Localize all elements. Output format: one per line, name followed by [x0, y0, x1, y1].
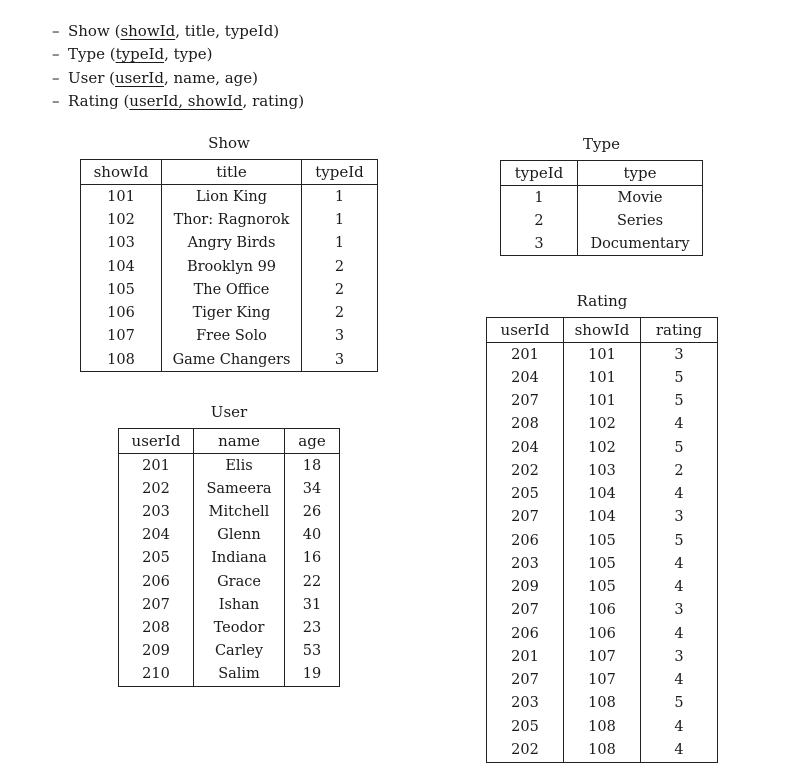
- schema-list: [52, 20, 304, 113]
- table-caption: Show: [208, 134, 250, 152]
- column-header: title: [162, 160, 302, 185]
- table-cell: 2: [641, 459, 718, 482]
- table-cell: 1: [302, 208, 378, 231]
- schema-relation-name: Rating: [68, 91, 119, 110]
- table-cell: 210: [142, 666, 170, 683]
- table-row: [487, 529, 718, 552]
- table-cell: Documentary: [578, 232, 703, 256]
- table-cell: 4: [641, 738, 718, 762]
- table-cell: 4: [641, 576, 718, 599]
- table-cell: 4: [641, 483, 718, 506]
- table-cell: 31: [285, 593, 340, 616]
- table-cell: 1: [302, 232, 378, 255]
- table-cell: 207: [511, 509, 539, 526]
- table-cell: Elis: [194, 454, 285, 478]
- table-cell: 104: [107, 258, 135, 275]
- table-cell: Mitchell: [194, 500, 285, 523]
- table-cell: 101: [564, 366, 641, 389]
- table-cell: 4: [641, 552, 718, 575]
- table-cell: 202: [142, 480, 170, 497]
- table-cell: 106: [107, 305, 135, 322]
- table-row: [487, 390, 718, 413]
- table-cell: 202: [511, 741, 539, 758]
- table-row: [81, 255, 378, 278]
- table-cell: 209: [511, 579, 539, 596]
- column-header: age: [285, 429, 340, 454]
- schema-attributes: , rating): [242, 91, 305, 110]
- schema-primary-key: typeId: [115, 45, 165, 64]
- table-row: [119, 593, 340, 616]
- table-cell: 3: [641, 645, 718, 668]
- table-row: [487, 669, 718, 692]
- table-cell: 103: [107, 235, 135, 252]
- table-row: [487, 622, 718, 645]
- table-cell: 34: [285, 477, 340, 500]
- table-cell: 3: [641, 599, 718, 622]
- table-cell: Glenn: [194, 524, 285, 547]
- table-cell: 4: [641, 413, 718, 436]
- table-cell: 201: [511, 648, 539, 665]
- table-cell: 108: [564, 738, 641, 762]
- table-cell: 105: [564, 529, 641, 552]
- schema-primary-key: showId: [120, 22, 176, 40]
- table-cell: Indiana: [194, 547, 285, 570]
- table-cell: 101: [564, 343, 641, 367]
- column-header: userId: [487, 318, 564, 343]
- table-cell: 5: [641, 692, 718, 715]
- table-cell: 107: [564, 645, 641, 668]
- table-cell: 206: [142, 573, 170, 590]
- table-cell: 101: [564, 390, 641, 413]
- table-cell: 203: [142, 503, 170, 520]
- table-cell: Ishan: [194, 593, 285, 616]
- table-cell: 107: [107, 328, 135, 345]
- table-row: [119, 524, 340, 547]
- table-cell: 105: [564, 552, 641, 575]
- table-cell: 208: [511, 416, 539, 433]
- table-cell: Thor: Ragnorok: [162, 208, 302, 231]
- schema-attributes: , name, age): [163, 68, 259, 87]
- table-cell: 5: [641, 529, 718, 552]
- table-cell: 105: [564, 576, 641, 599]
- table-row: [119, 616, 340, 639]
- schema-relation-name: Show: [68, 22, 110, 40]
- table-cell: 204: [142, 527, 170, 544]
- table-row: [487, 738, 718, 762]
- table-cell: 106: [564, 599, 641, 622]
- table-cell: 3: [534, 235, 544, 252]
- rating-table-block: [486, 291, 718, 763]
- table-cell: 4: [641, 669, 718, 692]
- table-cell: 102: [564, 436, 641, 459]
- table-row: [487, 413, 718, 436]
- table-row: [501, 209, 703, 232]
- table-cell: 204: [511, 369, 539, 386]
- table-row: [487, 552, 718, 575]
- table-row: [81, 278, 378, 301]
- rating-table: [486, 317, 718, 763]
- table-cell: Teodor: [194, 616, 285, 639]
- column-header: typeId: [302, 160, 378, 185]
- table-cell: 207: [511, 672, 539, 689]
- table-cell: 204: [511, 439, 539, 456]
- column-header: typeId: [501, 161, 578, 186]
- header-row: [119, 429, 340, 454]
- column-header: showId: [81, 160, 162, 185]
- table-cell: 3: [641, 506, 718, 529]
- table-caption: User: [210, 403, 248, 421]
- table-cell: 207: [142, 596, 170, 613]
- column-header: showId: [564, 318, 641, 343]
- header-row: [81, 160, 378, 185]
- schema-primary-key: userId, showId: [129, 91, 243, 110]
- table-cell: 205: [142, 550, 170, 567]
- table-caption: Rating: [576, 292, 628, 310]
- table-row: [81, 325, 378, 348]
- column-header: userId: [119, 429, 194, 454]
- schema-item-show: – Show (showId, title, typeId): [52, 22, 280, 40]
- table-cell: 4: [641, 622, 718, 645]
- table-cell: Grace: [194, 570, 285, 593]
- table-row: [501, 186, 703, 210]
- table-cell: 201: [142, 457, 170, 474]
- table-cell: Free Solo: [162, 325, 302, 348]
- table-cell: 202: [511, 462, 539, 479]
- schema-attributes: , title, typeId): [175, 22, 280, 40]
- table-cell: Game Changers: [162, 348, 302, 372]
- table-cell: 103: [564, 459, 641, 482]
- header-row: [487, 318, 718, 343]
- table-cell: 106: [564, 622, 641, 645]
- table-cell: 3: [641, 343, 718, 367]
- table-cell: 203: [511, 695, 539, 712]
- table-cell: 40: [285, 524, 340, 547]
- table-row: [487, 715, 718, 738]
- table-cell: 5: [641, 390, 718, 413]
- table-row: [487, 436, 718, 459]
- user-table-block: [118, 402, 340, 687]
- table-cell: 108: [564, 715, 641, 738]
- table-cell: 2: [302, 255, 378, 278]
- table-cell: 5: [641, 436, 718, 459]
- table-row: [119, 477, 340, 500]
- table-row: [119, 454, 340, 478]
- table-cell: 5: [641, 366, 718, 389]
- column-header: type: [578, 161, 703, 186]
- table-cell: Series: [578, 209, 703, 232]
- column-header: name: [194, 429, 285, 454]
- table-cell: 104: [564, 483, 641, 506]
- table-row: [487, 366, 718, 389]
- table-cell: 2: [302, 301, 378, 324]
- type-table-block: [500, 134, 703, 256]
- table-cell: 1: [302, 185, 378, 209]
- table-cell: Carley: [194, 640, 285, 663]
- table-row: [487, 459, 718, 482]
- table-cell: 3: [302, 325, 378, 348]
- schema-relation-name: Type: [68, 45, 105, 64]
- table-cell: 207: [511, 602, 539, 619]
- table-cell: Lion King: [162, 185, 302, 209]
- table-cell: Brooklyn 99: [162, 255, 302, 278]
- table-cell: 23: [285, 616, 340, 639]
- table-cell: Movie: [578, 186, 703, 210]
- table-row: [119, 570, 340, 593]
- table-cell: 206: [511, 532, 539, 549]
- column-header: rating: [641, 318, 718, 343]
- table-row: [81, 185, 378, 209]
- table-row: [119, 640, 340, 663]
- table-cell: 205: [511, 718, 539, 735]
- schema-item-rating: – Rating (userId, showId, rating): [52, 91, 305, 110]
- table-cell: 206: [511, 625, 539, 642]
- type-table: [500, 160, 703, 256]
- table-row: [81, 208, 378, 231]
- table-cell: 108: [107, 351, 135, 368]
- table-cell: 209: [142, 643, 170, 660]
- table-cell: Sameera: [194, 477, 285, 500]
- table-cell: 104: [564, 506, 641, 529]
- table-cell: 102: [107, 211, 135, 228]
- table-cell: 105: [107, 281, 135, 298]
- table-cell: 107: [564, 669, 641, 692]
- table-row: [487, 576, 718, 599]
- table-cell: Angry Birds: [162, 232, 302, 255]
- table-cell: 205: [511, 486, 539, 503]
- show-table: [80, 159, 378, 372]
- table-row: [487, 343, 718, 367]
- schema-attributes: , type): [164, 45, 213, 64]
- table-row: [501, 232, 703, 256]
- table-cell: 2: [534, 212, 544, 229]
- table-row: [119, 663, 340, 687]
- table-row: [487, 483, 718, 506]
- schema-relation-name: User: [68, 68, 105, 87]
- show-table-block: [80, 133, 378, 372]
- table-cell: Tiger King: [162, 301, 302, 324]
- table-cell: 108: [564, 692, 641, 715]
- table-cell: The Office: [162, 278, 302, 301]
- table-cell: 4: [641, 715, 718, 738]
- table-cell: 101: [107, 188, 135, 205]
- schema-item-user: – User (userId, name, age): [52, 68, 259, 87]
- table-row: [81, 301, 378, 324]
- table-cell: 207: [511, 393, 539, 410]
- table-row: [81, 232, 378, 255]
- table-row: [487, 692, 718, 715]
- table-cell: 18: [285, 454, 340, 478]
- table-cell: Salim: [194, 663, 285, 687]
- user-table: [118, 428, 340, 687]
- table-cell: 53: [285, 640, 340, 663]
- table-cell: 16: [285, 547, 340, 570]
- table-row: [487, 645, 718, 668]
- table-caption: Type: [583, 135, 620, 153]
- table-cell: 22: [285, 570, 340, 593]
- table-cell: 201: [511, 346, 539, 363]
- table-cell: 1: [534, 189, 544, 206]
- table-cell: 19: [285, 663, 340, 687]
- table-cell: 2: [302, 278, 378, 301]
- table-cell: 3: [302, 348, 378, 372]
- table-row: [119, 500, 340, 523]
- table-cell: 102: [564, 413, 641, 436]
- table-cell: 26: [285, 500, 340, 523]
- schema-primary-key: userId: [115, 68, 164, 87]
- table-row: [487, 599, 718, 622]
- table-cell: 203: [511, 555, 539, 572]
- table-cell: 208: [142, 619, 170, 636]
- schema-item-type: – Type (typeId, type): [52, 45, 213, 64]
- table-row: [119, 547, 340, 570]
- header-row: [501, 161, 703, 186]
- table-row: [487, 506, 718, 529]
- table-row: [81, 348, 378, 372]
